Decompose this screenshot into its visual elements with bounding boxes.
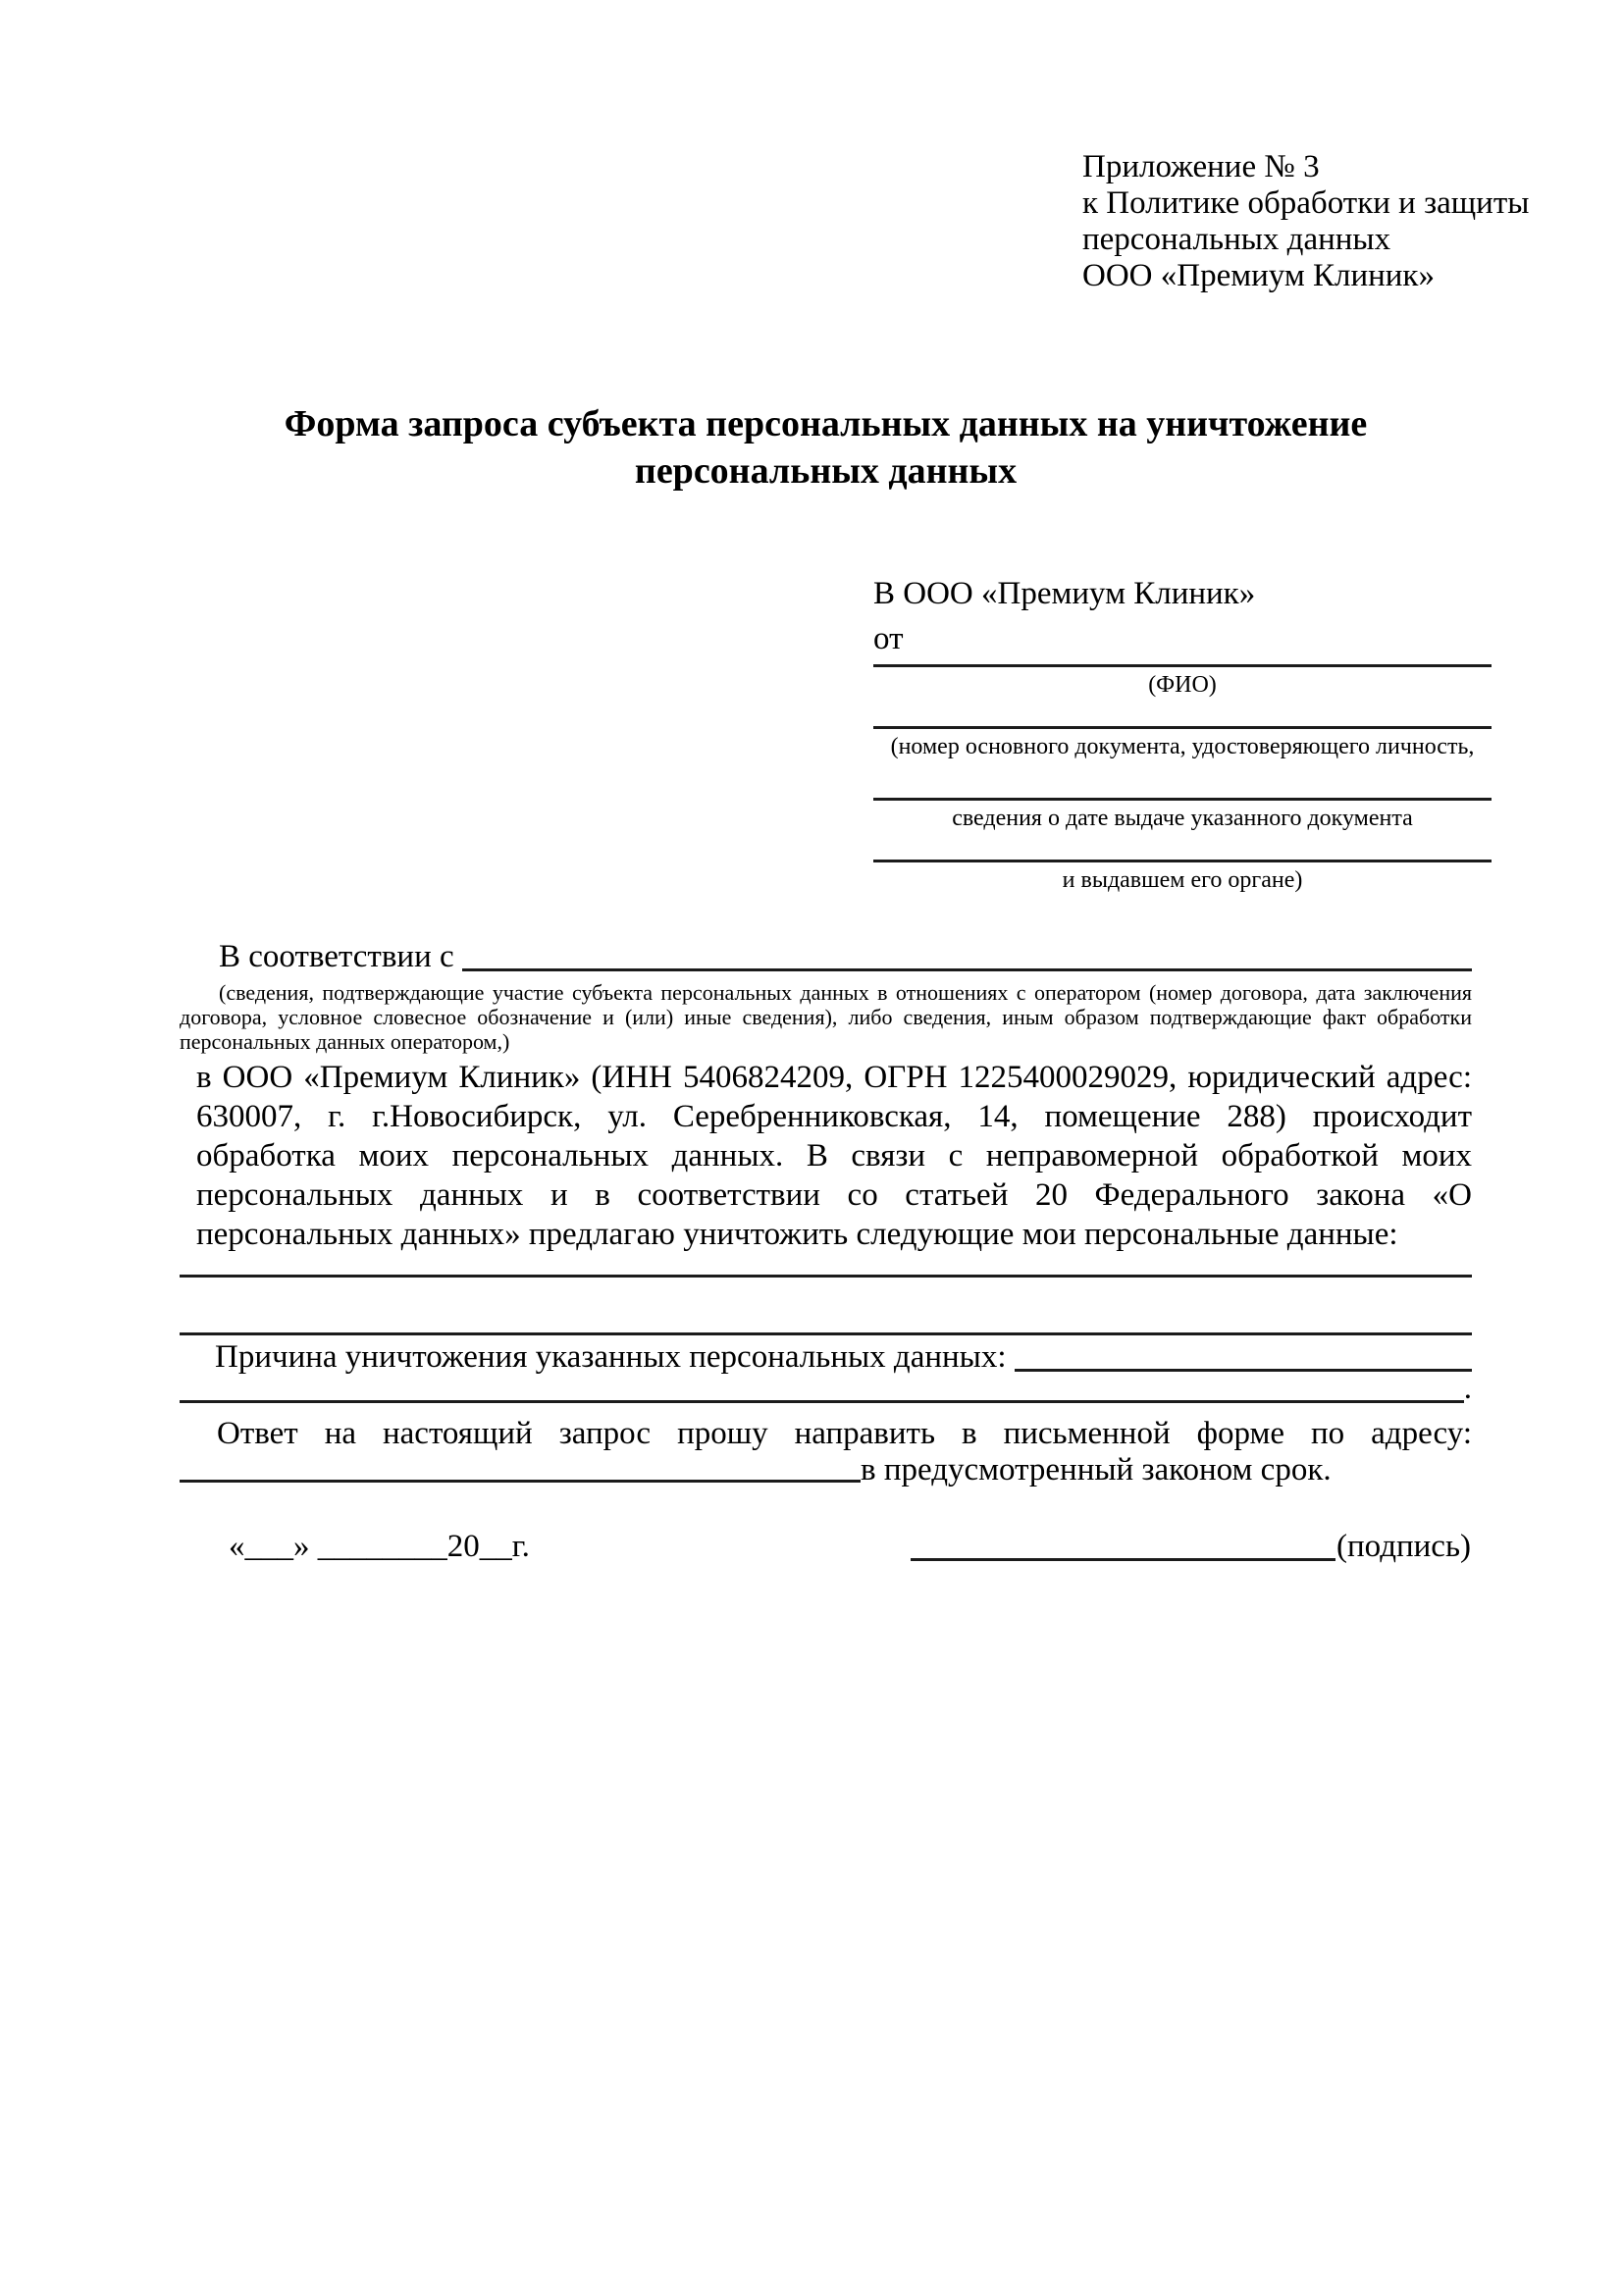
- signature-blank-line: [911, 1558, 1335, 1561]
- signature-caption: (подпись): [1336, 1529, 1471, 1564]
- document-title-line: Форма запроса субъекта персональных данных на уничтожение: [284, 403, 1368, 444]
- doc-issuer-caption: и выдавшем его органе): [1062, 867, 1303, 893]
- appendix-line: персональных данных: [1082, 222, 1391, 257]
- data-blank-line-1: [180, 1275, 1472, 1278]
- doc-number-caption: (номер основного документа, удостоверяющего личность,: [890, 734, 1475, 759]
- fio-blank-line: [873, 664, 1492, 667]
- data-blank-line-2: [180, 1332, 1472, 1335]
- document-title-line: персональных данных: [634, 450, 1018, 492]
- appendix-line: ООО «Премиум Клиник»: [1082, 258, 1435, 293]
- doc-issuer-blank-line: [873, 860, 1492, 862]
- body-paragraph: в ООО «Премиум Клиник» (ИНН 5406824209, ОГРН 1225400029029, юридический адрес: 630007, г. г.Новосибирск, ул. Серебренниковская, 14, помещение 288) происходит обработка моих персональных данных. В связи с неправомерной обработкой моих персональных данных и в соответствии со статьей 20 Федерального закона «О персональных данных» предлагаю уничтожить следующие мои персональные данные:: [196, 1060, 1472, 1252]
- small-print-note: (сведения, подтверждающие участие субъекта персональных данных в отношениях с оператором (номер договора, дата заключения договора, условное словесное обозначение и (или) иные сведения), либо сведения, иным образом подтверждающие факт обработки персональных данных оператором,): [180, 980, 1472, 1054]
- fio-caption: (ФИО): [1148, 672, 1217, 698]
- appendix-note: [1082, 149, 1534, 294]
- addressee-from-label: от: [873, 621, 904, 656]
- accordance-row: [180, 937, 1472, 976]
- date-line: «___» ________20__г.: [229, 1529, 530, 1564]
- response-paragraph: Ответ на настоящий запрос прошу направить в письменной форме по адресу:: [217, 1416, 1472, 1451]
- accordance-blank-line: [462, 968, 1472, 971]
- spacer: [454, 937, 462, 976]
- reason-continuation-blank-line: [180, 1400, 1464, 1403]
- response-tail-text: в предусмотренный законом срок.: [861, 1452, 1332, 1487]
- response-address-blank-line: [180, 1480, 861, 1483]
- response-address-row: [180, 1450, 1472, 1489]
- doc-date-caption: сведения о дате выдаче указанного документа: [952, 806, 1413, 831]
- reason-continuation-row: [180, 1369, 1472, 1408]
- reason-label: Причина уничтожения указанных персональных данных:: [215, 1339, 1007, 1375]
- doc-date-blank-line: [873, 798, 1492, 801]
- document-title: [180, 400, 1472, 495]
- line-period: .: [1463, 1371, 1472, 1406]
- appendix-line: к Политике обработки и защиты: [1082, 185, 1530, 221]
- addressee-to: В ООО «Премиум Клиник»: [873, 576, 1256, 611]
- accordance-label: В соответствии с: [219, 939, 454, 974]
- appendix-line: Приложение № 3: [1082, 149, 1320, 184]
- doc-number-blank-line: [873, 726, 1492, 729]
